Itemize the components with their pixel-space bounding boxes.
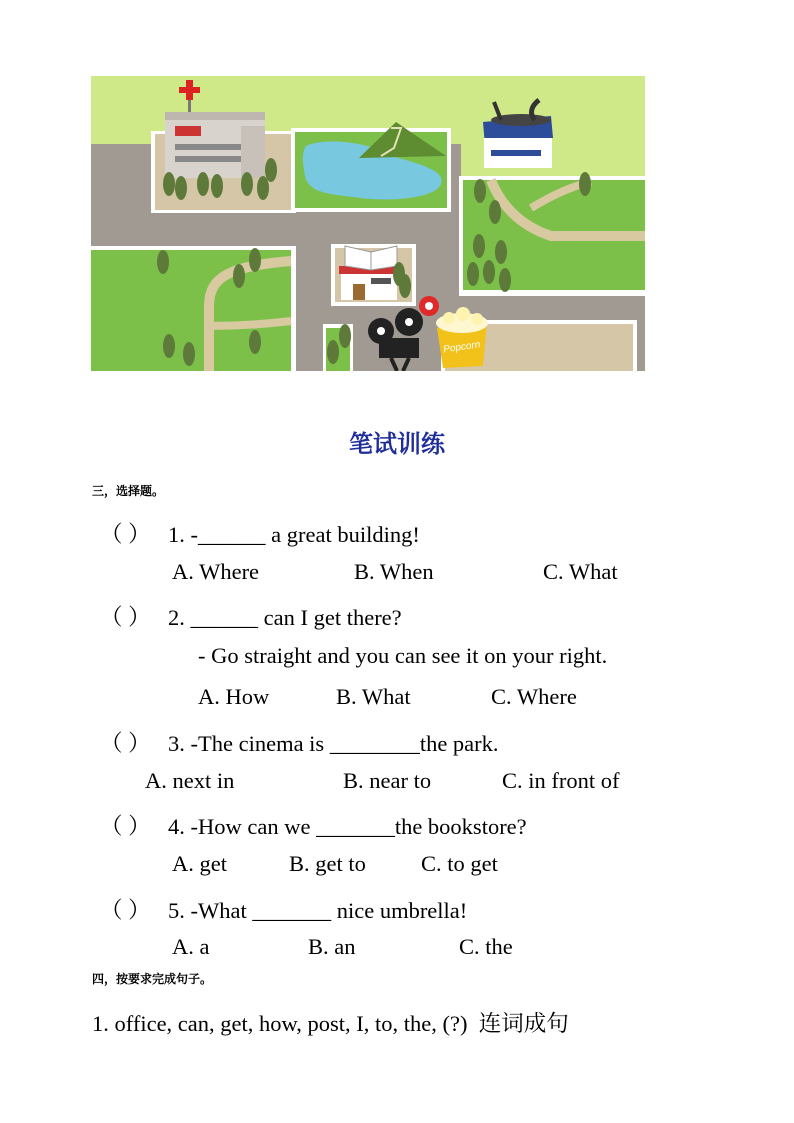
option-b: B. get to (289, 851, 366, 876)
option-b: B. an (308, 934, 356, 959)
question-1 (100, 517, 420, 549)
option-a: A. Where (172, 559, 260, 584)
option-a: A. a (172, 934, 210, 959)
question-4 (100, 809, 527, 841)
page-title: 笔试训练 (349, 430, 445, 458)
option-a: A. next in (145, 768, 235, 793)
option-c: C. the (459, 934, 513, 959)
question-text: 3. -The cinema is ________the park. (168, 731, 499, 756)
option-c: C. What (543, 559, 618, 584)
question-text: 5. -What _______ nice umbrella! (168, 898, 468, 923)
sentence-task-1: 1. office, can, get, how, post, I, to, the, (?) 连词成句 (92, 1011, 569, 1036)
option-a: A. get (172, 851, 227, 876)
answer-blank[interactable]: （ ） (100, 522, 151, 547)
option-b: B. What (336, 684, 411, 709)
question-text: 2. ______ can I get there? (168, 605, 402, 630)
option-c: C. to get (421, 851, 498, 876)
bookstore-building (339, 246, 401, 300)
option-a: A. How (198, 684, 270, 709)
answer-blank[interactable]: （ ） (100, 731, 151, 756)
popcorn-box (436, 307, 488, 368)
town-map-illustration (91, 76, 645, 371)
option-b: B. When (354, 559, 434, 584)
answer-blank[interactable]: （ ） (100, 605, 151, 630)
question-5 (100, 893, 467, 925)
section-heading: 四，按要求完成句子。 (92, 972, 213, 986)
question-text: 1. -______ a great building! (168, 522, 420, 547)
answer-blank[interactable]: （ ） (100, 898, 151, 923)
option-b: B. near to (343, 768, 432, 793)
option-c: C. Where (491, 684, 577, 709)
option-c: C. in front of (502, 768, 620, 793)
question-2 (100, 600, 402, 632)
answer-blank[interactable]: （ ） (100, 814, 151, 839)
section-heading: 三，选择题。 (92, 484, 165, 498)
question-subline: - Go straight and you can see it on your right. (198, 643, 608, 668)
question-text: 4. -How can we _______the bookstore? (168, 814, 527, 839)
question-3 (100, 726, 499, 758)
popcorn-label: Popcorn (442, 339, 482, 356)
